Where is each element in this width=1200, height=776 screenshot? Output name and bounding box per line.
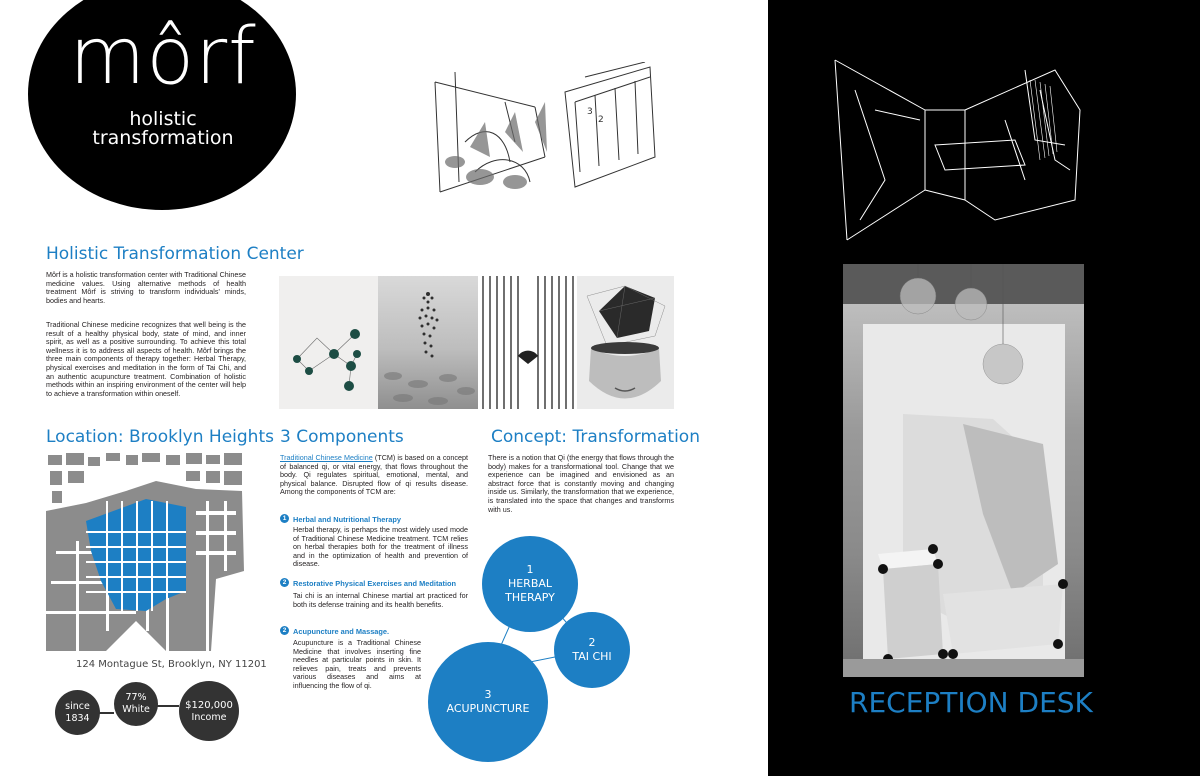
concept-title: Concept: Transformation (491, 427, 700, 447)
location-address: 124 Montague St, Brooklyn, NY 11201 (76, 659, 267, 670)
stat-connector (99, 712, 114, 714)
stat-white-label: White (122, 704, 150, 715)
stat-income-circle (179, 681, 239, 741)
stat-white-circle (114, 682, 158, 726)
component-number-2: 2 (280, 578, 289, 587)
lounge-sketch (415, 62, 660, 212)
intro-title: Holistic Transformation Center (46, 244, 304, 264)
logo-tagline: holistic transformation (92, 108, 234, 149)
stat-white-value: 77% (125, 692, 147, 703)
component-number-3: 2 (280, 626, 289, 635)
intro-paragraph-1: Môrf is a holistic transformation center with Traditional Chinese medicine values. Using alternative methods of health treatment Môrf is striving to transform individuals' minds, bodies and hearts. (46, 270, 246, 305)
tcm-link[interactable]: Traditional Chinese Medicine (280, 453, 373, 462)
bubble-herbal-therapy (482, 536, 578, 632)
stat-since-value: since (65, 700, 90, 712)
reception-title: RECEPTION DESK (849, 686, 1093, 719)
intro-paragraph-2: Traditional Chinese medicine recognizes that well being is the result of a healthy physical body, state of mind, and inner spirit, as well as a positive surrounding. To achieve this total wellness it is to address all aspects of health. Môrf brings the three main components of therapy together: Herbal Therapy, physical exercises and meditation in the form of Tai Chi, and an authentic acupuncture treatment. Combination of holistic methods within an inspiring environment of the center will help to achieve a transformation within oneself. (46, 320, 246, 398)
bubble-number: 2 (588, 636, 596, 649)
stat-income-value: $120,000 (185, 699, 233, 711)
components-title: 3 Components (280, 427, 404, 447)
component-number-1: 1 (280, 514, 289, 523)
bubble-tai-chi (554, 612, 630, 688)
molecule-image (279, 276, 378, 409)
bubble-label: ACUPUNCTURE (446, 702, 530, 715)
logo-wordmark: môrf (69, 12, 257, 102)
bubble-label: THERAPY (505, 591, 555, 604)
svg-text:2: 2 (598, 115, 604, 125)
bubble-label: HERBAL (507, 577, 553, 590)
components-intro (280, 454, 468, 497)
bubble-number: 1 (526, 563, 534, 576)
stat-connector (157, 705, 179, 707)
component-title-taichi: Restorative Physical Exercises and Meditation (293, 579, 457, 588)
bubble-label: TAI CHI (572, 650, 612, 663)
component-title-herbal: Herbal and Nutritional Therapy (293, 515, 402, 524)
striped-lines-image (478, 276, 577, 409)
reception-sketch (825, 50, 1090, 250)
bubble-number: 3 (484, 688, 492, 701)
component-text-herbal: Herbal therapy, is perhaps the most widely used mode of Traditional Chinese Medicine treatment. TCM relies on herbal therapies both for the treatment of illness and in the optimization of health and prevention of disease. (293, 525, 468, 569)
location-title: Location: Brooklyn Heights (46, 427, 274, 447)
stat-since-label: 1834 (65, 712, 90, 724)
stat-income-label: Income (191, 711, 227, 723)
component-text-acupuncture: Acupuncture is a Traditional Chinese Medicine that involves inserting fine needles at particular points in skin. It relieves pain, treats and prevents various diseases and aims at influencing the flow of qi. (293, 638, 421, 690)
component-text-taichi: Tai chi is an internal Chinese martial art practiced for both its defense training and its health benefits. (293, 591, 468, 609)
reception-desk-render (843, 264, 1084, 677)
bubble-acupuncture (428, 642, 548, 762)
face-sculpture-image (577, 276, 674, 409)
dotted-figure-image (378, 276, 478, 409)
component-title-acupuncture: Acupuncture and Massage. (293, 627, 390, 636)
concept-text: There is a notion that Qi (the energy that flows through the body) makes for a transformational tool. Change that we experience can be imagined and envisioned as an abstract force that is constantly moving and changing inside us. Similarly, the transformation that we experience, is translated into the space that changes and transforms with us. (488, 453, 674, 514)
stat-since-circle (55, 690, 100, 735)
brooklyn-heights-map (46, 451, 246, 651)
svg-text:3: 3 (587, 107, 593, 117)
components-intro-text: (TCM) is based on a concept of balanced qi, or vital energy, that flows throughout the body. Qi regulates spiritual, emotional, mental, and physical balance. Disrupted flow of qi results disease. Among the components of TCM are: (280, 453, 468, 497)
